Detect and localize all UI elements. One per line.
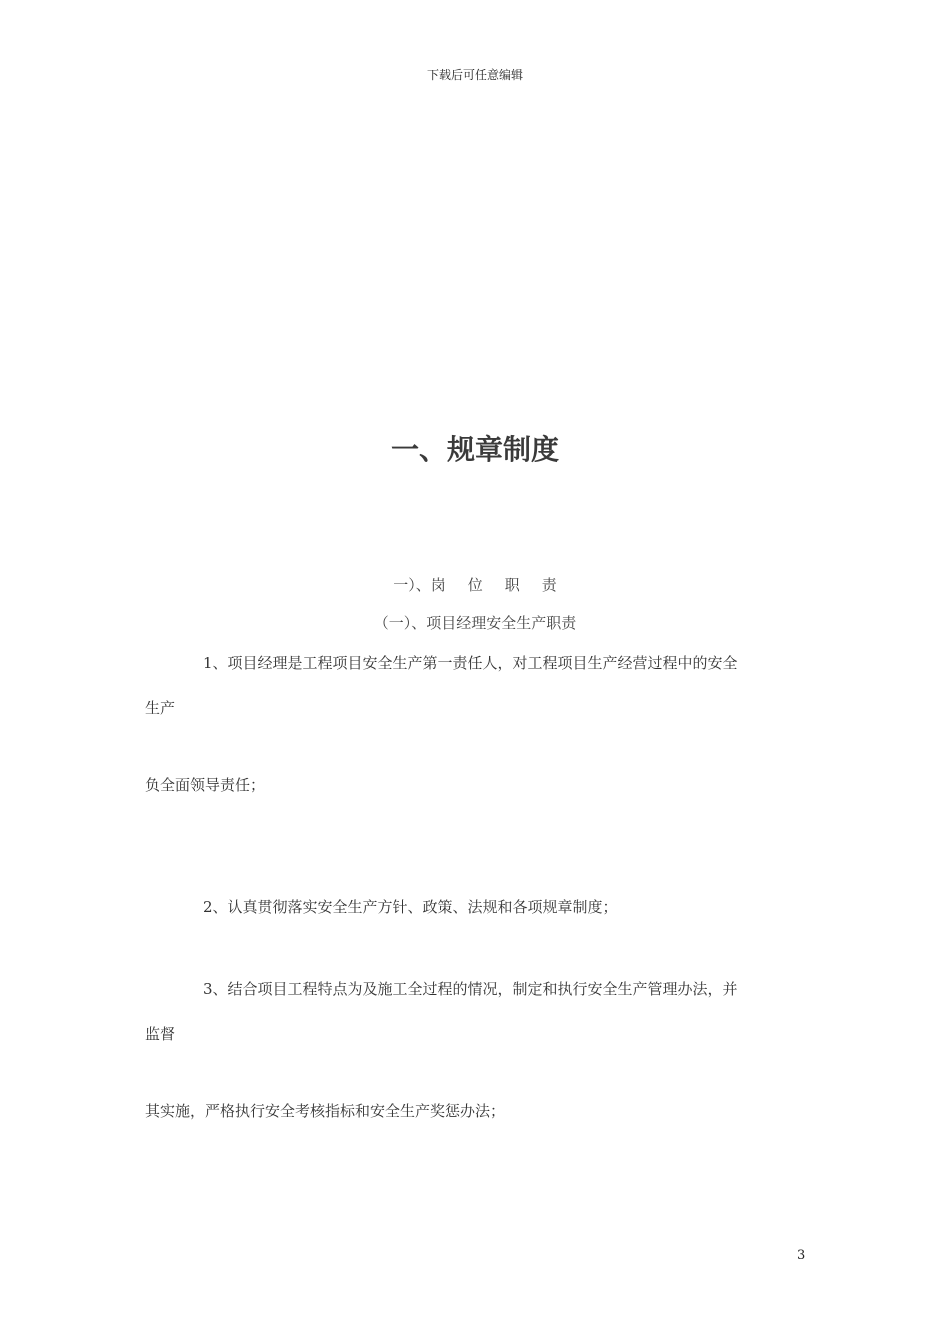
paragraph-1-line-2: 生产 <box>145 699 176 717</box>
section-prefix: 一）、 <box>393 576 431 594</box>
paragraph-1-line-3: 负全面领导责任； <box>145 776 266 794</box>
page-number: 3 <box>797 1248 806 1263</box>
paragraph-3-line-1: 3、结合项目工程特点为及施工全过程的情况，制定和执行安全生产管理办法，并 <box>203 980 738 998</box>
paragraph-3-line-2: 监督 <box>145 1025 176 1043</box>
section-char: 责 <box>541 576 557 594</box>
page-header: 下载后可任意编辑 <box>426 68 523 82</box>
section-char: 岗 <box>430 576 446 594</box>
paragraph-3-line-3: 其实施，严格执行安全考核指标和安全生产奖惩办法； <box>145 1102 506 1120</box>
section-heading <box>0 574 950 595</box>
section-char: 职 <box>504 576 520 594</box>
section-char: 位 <box>467 576 483 594</box>
document-title: 一、规章制度 <box>390 433 559 466</box>
paragraph-2-line-1: 2、认真贯彻落实安全生产方针、政策、法规和各项规章制度； <box>203 898 618 916</box>
paragraph-1-line-1: 1、项目经理是工程项目安全生产第一责任人，对工程项目生产经营过程中的安全 <box>203 654 738 672</box>
subsection-heading: （一）、项目经理安全生产职责 <box>373 614 577 632</box>
